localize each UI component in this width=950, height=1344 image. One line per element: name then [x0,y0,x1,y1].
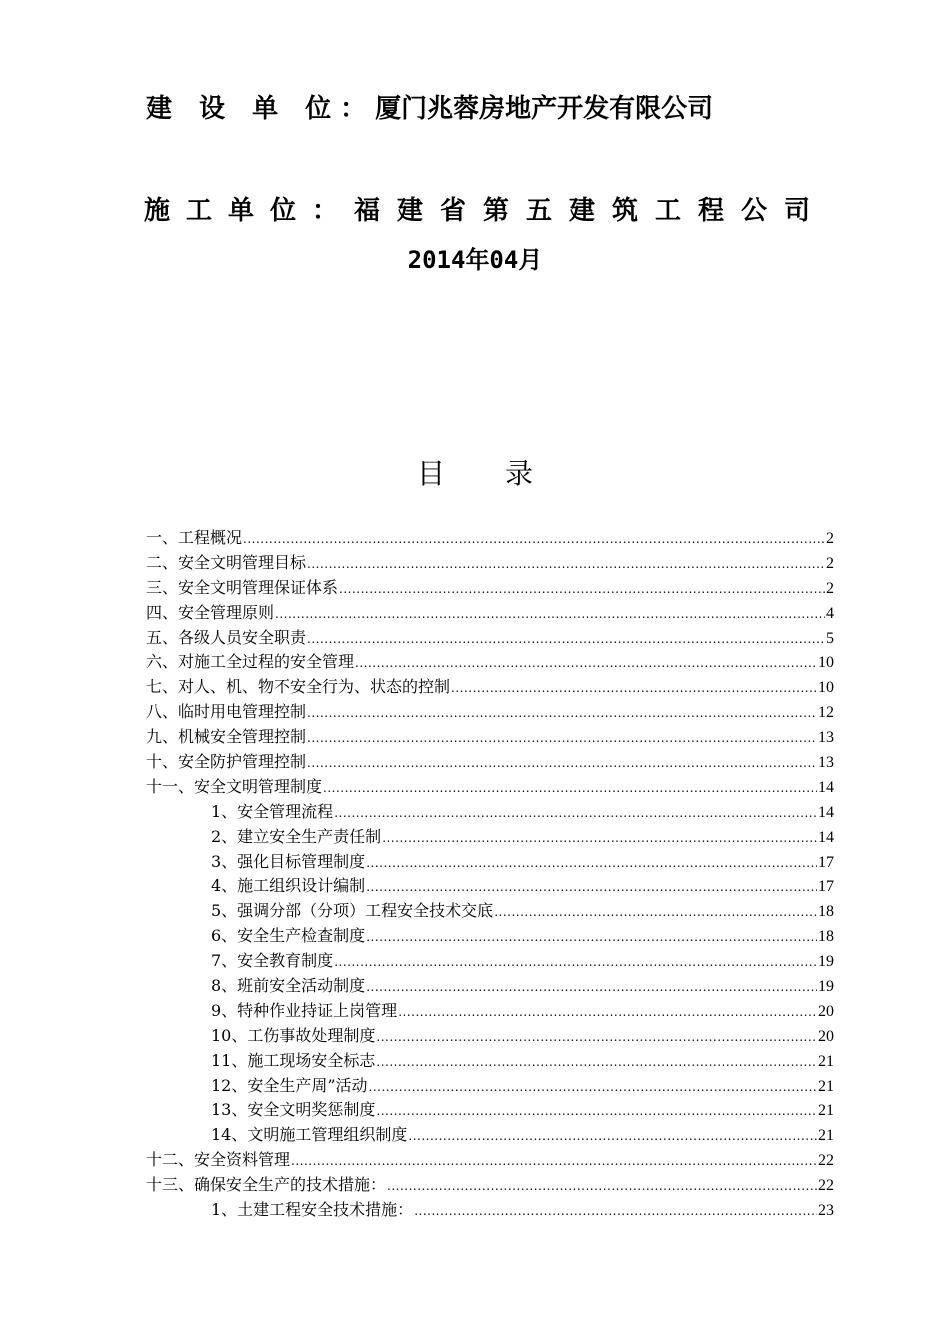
toc-entry-text: 八、临时用电管理控制 [146,702,307,722]
toc-leader-dots [339,577,825,602]
toc-title: 目录 [416,457,593,490]
toc-leader-dots [366,851,817,876]
toc-entry-text: 2、建立安全生产责任制 [211,826,382,846]
contractor-line [144,190,827,227]
toc-leader-dots [387,1174,817,1199]
toc-leader-dots [414,1199,817,1224]
toc-leader-dots [243,527,825,552]
toc-entry-page-number: 10 [818,654,834,672]
toc-entry-text: 3、强化目标管理制度 [211,851,366,871]
toc-leader-dots [376,1050,817,1075]
toc-leader-dots [323,776,817,801]
toc-entry[interactable] [146,551,834,576]
toc-entry-page-number: 19 [818,978,834,996]
toc-entry[interactable] [146,775,834,800]
toc-entry[interactable] [146,874,834,899]
toc-entry-text: 七、对人、机、物不安全行为、状态的控制 [146,677,451,697]
toc-entry[interactable] [146,1198,834,1223]
toc-entry[interactable] [146,1098,834,1123]
toc-leader-dots [334,950,817,975]
construction-unit-line [146,88,713,125]
toc-entry[interactable] [146,850,834,875]
toc-entry-text: 4、施工组织设计编制 [211,876,366,896]
toc-entry-text: 二、安全文明管理目标 [146,552,307,572]
toc-leader-dots [382,826,817,851]
toc-entry-text: 8、班前安全活动制度 [211,976,366,996]
toc-entry[interactable] [146,650,834,675]
toc-entry-text: 十一、安全文明管理制度 [146,776,323,796]
toc-entry-page-number: 19 [818,953,834,971]
toc-entry-page-number: 17 [818,878,834,896]
toc-entry[interactable] [146,700,834,725]
toc-entry-page-number: 14 [818,778,834,796]
toc-leader-dots [291,1149,817,1174]
toc-entry[interactable] [146,576,834,601]
toc-entry[interactable] [146,1148,834,1173]
toc-entry-page-number: 17 [818,853,834,871]
toc-entry-page-number: 14 [818,803,834,821]
toc-entry-text: 一、工程概况 [146,528,243,547]
toc-leader-dots [366,975,817,1000]
toc-leader-dots [334,801,817,826]
toc-entry-text: 六、对施工全过程的安全管理 [146,652,355,672]
toc-leader-dots [366,875,817,900]
toc-entry-text: 1、安全管理流程 [211,801,334,821]
toc-entry-text: 12、安全生产周”活动 [211,1075,368,1095]
toc-leader-dots [451,676,817,701]
toc-leader-dots [369,1075,817,1100]
toc-entry[interactable] [146,800,834,825]
toc-entry-page-number: 2 [826,530,834,547]
toc-entry-text: 1、土建工程安全技术措施： [211,1200,414,1220]
toc-leader-dots [307,627,825,652]
toc-entry-page-number: 22 [818,1177,834,1195]
toc-entry-page-number: 2 [826,579,834,597]
toc-entry-text: 10、工伤事故处理制度 [211,1025,376,1045]
toc-entry-text: 5、强调分部（分项）工程安全技术交底 [211,901,494,921]
contractor-label: 施工单位： [144,196,355,226]
toc-entry-page-number: 20 [818,1002,834,1020]
toc-leader-dots [366,925,817,950]
toc-entry[interactable] [146,949,834,974]
toc-entry-text: 三、安全文明管理保证体系 [146,577,339,597]
toc-entry[interactable] [146,626,834,651]
toc-entry[interactable] [146,1173,834,1198]
toc-entry-text: 十三、确保安全生产的技术措施： [146,1175,387,1195]
document-date: 2014年04月 [407,246,543,274]
toc-entry-page-number: 13 [818,754,834,772]
toc-entry[interactable] [146,1024,834,1049]
toc-entry-page-number: 2 [826,554,834,572]
toc-entry-text: 十二、安全资料管理 [146,1150,291,1170]
toc-entry[interactable] [146,1049,834,1074]
toc-entry-text: 13、安全文明奖惩制度 [211,1100,376,1120]
toc-entry[interactable] [146,675,834,700]
toc-leader-dots [398,1000,817,1025]
toc-entry[interactable] [146,1074,834,1099]
toc-entry-text: 7、安全教育制度 [211,951,334,971]
toc-leader-dots [307,751,817,776]
toc-leader-dots [494,900,817,925]
toc-entry-page-number: 18 [818,903,834,921]
toc-entry-text: 九、机械安全管理控制 [146,727,307,747]
toc-leader-dots [307,552,825,577]
toc-entry[interactable] [146,601,834,626]
toc-entry-page-number: 20 [818,1027,834,1045]
toc-leader-dots [408,1124,817,1149]
toc-leader-dots [376,1025,817,1050]
toc-entry[interactable] [146,974,834,999]
toc-entry-page-number: 21 [818,1077,834,1095]
toc-leader-dots [307,701,817,726]
toc-entry-page-number: 12 [818,704,834,722]
toc-entry[interactable] [146,924,834,949]
toc-entry-page-number: 21 [818,1102,834,1120]
construction-unit-value: 厦门兆蓉房地产开发有限公司 [375,94,714,124]
toc-entry[interactable] [146,899,834,924]
toc-entry-page-number: 5 [826,629,834,647]
toc-entry-page-number: 23 [818,1202,834,1220]
construction-unit-label: 建 设 单 位： [146,94,376,124]
toc-entry-text: 9、特种作业持证上岗管理 [211,1000,398,1020]
toc-entry-page-number: 4 [826,604,834,622]
toc-entry-page-number: 13 [818,729,834,747]
toc-leader-dots [275,602,825,627]
toc-entry-text: 五、各级人员安全职责 [146,627,307,647]
toc-entry-page-number: 21 [818,1052,834,1070]
toc-entry-text: 11、施工现场安全标志 [211,1050,376,1070]
toc-entry[interactable] [146,1123,834,1148]
toc-entry-page-number: 22 [818,1152,834,1170]
toc-entry-page-number: 18 [818,928,834,946]
toc-leader-dots [376,1099,817,1124]
contractor-value: 福建省第五建筑工程公司 [354,196,828,226]
toc-entry[interactable] [146,750,834,775]
toc-entry-page-number: 10 [818,679,834,697]
toc-entry[interactable] [146,825,834,850]
toc-leader-dots [355,651,817,676]
toc-entry[interactable] [146,526,834,551]
toc-leader-dots [307,726,817,751]
toc-entry-text: 14、文明施工管理组织制度 [211,1125,408,1145]
toc-entry-page-number: 21 [818,1127,834,1145]
toc-entry[interactable] [146,999,834,1024]
toc-entry-text: 四、安全管理原则 [146,602,275,622]
table-of-contents [146,526,834,1223]
toc-entry[interactable] [146,725,834,750]
toc-entry-page-number: 14 [818,828,834,846]
toc-entry-text: 十、安全防护管理控制 [146,752,307,772]
toc-entry-text: 6、安全生产检查制度 [211,926,366,946]
